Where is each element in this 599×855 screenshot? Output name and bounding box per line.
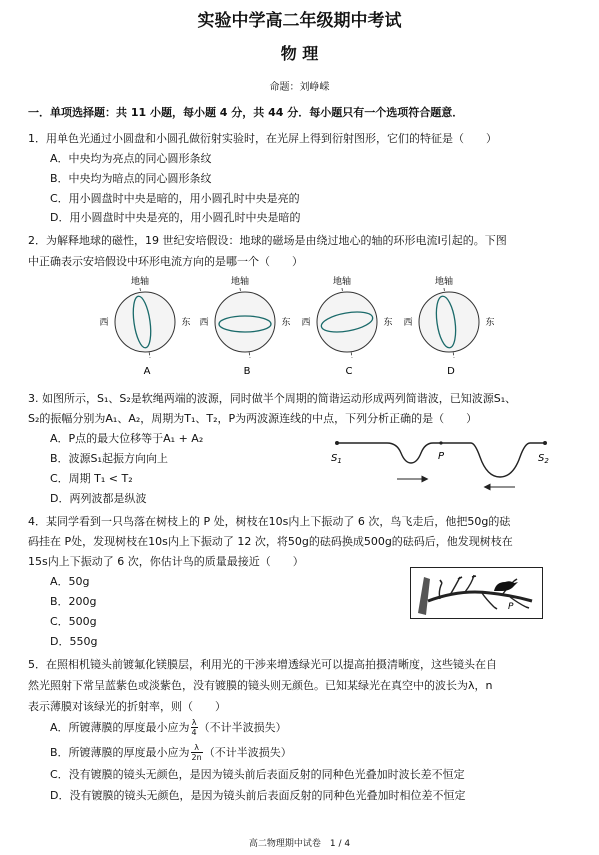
fraction-lambda-over-4: λ 4 — [191, 717, 197, 737]
west-label: 西 — [99, 318, 109, 328]
p-label: P — [508, 602, 514, 612]
east-label: 东 — [181, 318, 191, 328]
fraction-lambda-over-2n: λ 2n — [191, 742, 202, 762]
q3-option-d: D．两列波都是纵波 — [50, 492, 147, 505]
west-label: 西 — [403, 318, 413, 328]
q3-option-c: C．周期 T₁ < T₂ — [50, 472, 133, 485]
axis-label: 地轴 — [434, 277, 454, 287]
axis-label: 地轴 — [230, 277, 250, 287]
q5-option-a-note: （不计半波损失） — [198, 721, 287, 734]
q5-option-a-text: A．所镀薄膜的厚度最小应为 — [50, 721, 190, 734]
q1-stem: 1．用单色光通过小圆盘和小圆孔做衍射实验时，在光屏上得到衍射图形，它们的特征是（ ） — [28, 132, 497, 145]
q5-stem-line1: 5．在照相机镜头前镀氟化镁膜层，利用光的干涉来增透绿光可以提高拍摄清晰度，这些镜头在自 — [28, 658, 497, 671]
figure-label-a: A — [143, 366, 151, 377]
q5-option-b-text: B．所镀薄膜的厚度最小应为 — [50, 746, 190, 759]
q5-option-b-note: （不计半波损失） — [203, 746, 292, 759]
east-label: 东 — [383, 318, 393, 328]
q2-figure — [90, 272, 510, 377]
q2-stem-line2: 中正确表示安培假设中环形电流方向的是哪一个（ ） — [28, 255, 303, 268]
q4-option-b: B．200g — [50, 595, 97, 608]
source-s2-dot — [543, 441, 547, 445]
p-label: P — [438, 451, 445, 462]
q3-stem-line1: 3. 如图所示，S₁、S₂是软绳两端的波源，同时做半个周期的简谐运动形成两列简谐波，已知波源S₁、 — [28, 392, 517, 405]
q5-option-b — [50, 740, 292, 764]
earth-figure-a — [99, 275, 190, 377]
q1-option-d: D．用小圆盘时中央是亮的，用小圆孔时中央是暗的 — [50, 211, 301, 224]
q1-option-b: B．中央均为暗点的同心圆形条纹 — [50, 172, 212, 185]
earth-figure-d — [403, 275, 494, 377]
figure-label-d: D — [447, 366, 455, 377]
east-label: 东 — [281, 318, 291, 328]
q3-stem-line2: S₂的振幅分别为A₁、A₂，周期为T₁、T₂，P为两波源连线的中点，下列分析正确的是（ ） — [28, 412, 478, 425]
s1-label: $S_1$ — [331, 453, 342, 465]
west-label: 西 — [301, 318, 311, 328]
q3-option-b: B．波源S₁起振方向向上 — [50, 452, 168, 465]
earth-figure-c — [301, 275, 392, 377]
q1-option-c: C．用小圆盘时中央是暗的，用小圆孔时中央是亮的 — [50, 192, 300, 205]
subject-title: 物 理 — [280, 44, 319, 63]
q4-stem-line3: 15s内上下振动了 6 次，你估计鸟的质量最接近（ ） — [28, 555, 304, 568]
page-footer: 高二物理期中试卷 1 / 4 — [248, 839, 351, 849]
exam-title: 实验中学高二年级期中考试 — [197, 11, 402, 31]
q3-option-a: A．P点的最大位移等于A₁ + A₂ — [50, 432, 204, 445]
q5-stem-line2: 然光照射下常呈蓝紫色或淡紫色，没有镀膜的镜头则无颜色。已知某绿光在真空中的波长为λ，n — [28, 679, 493, 692]
figure-label-c: C — [345, 366, 353, 377]
q5-option-c: C．没有镀膜的镜头无颜色，是因为镜头前后表面反射的同种色光叠加时波长差不恒定 — [50, 768, 465, 781]
earth-figure-b — [199, 275, 290, 377]
east-label: 东 — [485, 318, 495, 328]
q1-option-a: A．中央均为亮点的同心圆形条纹 — [50, 152, 212, 165]
q4-stem-line2: 码挂在 P处，发现树枝在10s内上下振动了 12 次，将50g的砝码换成500g的砝码后，他发现树枝在 — [28, 535, 513, 548]
s2-label: $S_2$ — [538, 453, 549, 465]
q4-branch-figure — [410, 567, 543, 619]
axis-label: 地轴 — [332, 277, 352, 287]
q5-option-a — [50, 715, 287, 739]
q2-stem-line1: 2．为解释地球的磁性，19 世纪安培假设：地球的磁场是由绕过地心的轴的环形电流I引起的。下图 — [28, 234, 507, 247]
axis-label: 地轴 — [130, 277, 150, 287]
midpoint-p-dot — [439, 441, 442, 444]
west-label: 西 — [199, 318, 209, 328]
q4-option-d: D．550g — [50, 635, 98, 648]
q4-stem-line1: 4．某同学看到一只鸟落在树枝上的 P 处，树枝在10s内上下振动了 6 次，鸟飞走后，他把50g的砝 — [28, 515, 511, 528]
q5-option-d: D．没有镀膜的镜头无颜色，是因为镜头前后表面反射的同种色光叠加时相位差不恒定 — [50, 789, 466, 802]
figure-label-b: B — [243, 366, 251, 377]
author-line: 命题：刘峥嵘 — [269, 82, 330, 93]
q5-stem-line3: 表示薄膜对该绿光的折射率，则（ ） — [28, 700, 226, 713]
q3-rope-figure — [325, 435, 565, 495]
q4-option-a: A．50g — [50, 575, 90, 588]
section-heading: 一．单项选择题：共 11 小题，每小题 4 分，共 44 分．每小题只有一个选项符合题意． — [28, 106, 464, 119]
q4-option-c: C．500g — [50, 615, 97, 628]
